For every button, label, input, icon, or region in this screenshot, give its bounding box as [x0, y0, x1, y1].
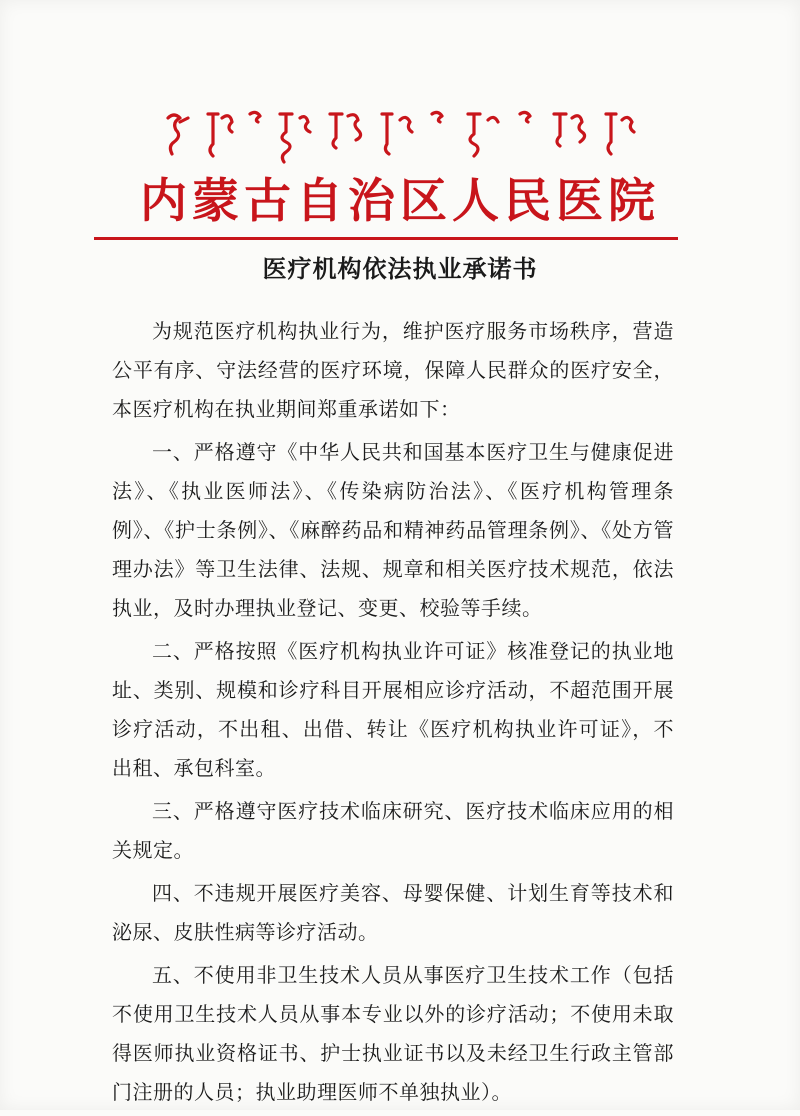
svg-text:ᠥᠪᠥᠷ ᠮᠣᠩᠭᠣᠯ ᠤᠨ ᠠᠷᠠᠳ ᠤᠨ ᠡᠮᠨᠡᠯᠭᠡ: ᠥᠪᠥᠷ ᠮᠣᠩᠭᠣᠯ ᠤᠨ ᠠᠷᠠᠳ ᠤᠨ ᠡᠮᠨᠡᠯᠭᠡ	[150, 100, 166, 101]
paragraph-item-1: 一、严格遵守《中华人民共和国基本医疗卫生与健康促进法》、《执业医师法》、《传染病防治法》、《医疗机构管理条例》、《护士条例》、《麻醉药品和精神药品管理条例》、《处方管理办法》等卫生法律、法规、规章和相关医疗技术规范，依法执业，及时办理执业登记、变更、校验等手续。	[112, 440, 674, 620]
letterhead-divider	[94, 237, 678, 240]
paragraph-item-4: 四、不违规开展医疗美容、母婴保健、计划生育等技术和泌尿、皮肤性病等诊疗活动。	[112, 881, 674, 944]
paragraph-item-5: 五、不使用非卫生技术人员从事医疗卫生技术工作（包括不使用卫生技术人员从事本专业以外的诊疗活动；不使用未取得医师执业资格证书、护士执业证书以及未经卫生行政主管部门注册的人员；执业助理医师不单独执业）。	[112, 963, 674, 1104]
paragraph-item-2: 二、严格按照《医疗机构执业许可证》核准登记的执业地址、类别、规模和诊疗科目开展相应诊疗活动，不超范围开展诊疗活动，不出租、出借、转让《医疗机构执业许可证》，不出租、承包科室。	[112, 639, 674, 780]
mongolian-script-logo	[150, 100, 650, 170]
document-title: 医疗机构依法执业承诺书	[262, 254, 538, 283]
document-body	[112, 312, 674, 1116]
paragraph-intro: 为规范医疗机构执业行为，维护医疗服务市场秩序，营造公平有序、守法经营的医疗环境，保障人民群众的医疗安全，本医疗机构在执业期间郑重承诺如下：	[112, 319, 674, 421]
paragraph-item-3: 三、严格遵守医疗技术临床研究、医疗技术临床应用的相关规定。	[112, 799, 674, 862]
hospital-name: 内蒙古自治区人民医院	[140, 174, 660, 229]
